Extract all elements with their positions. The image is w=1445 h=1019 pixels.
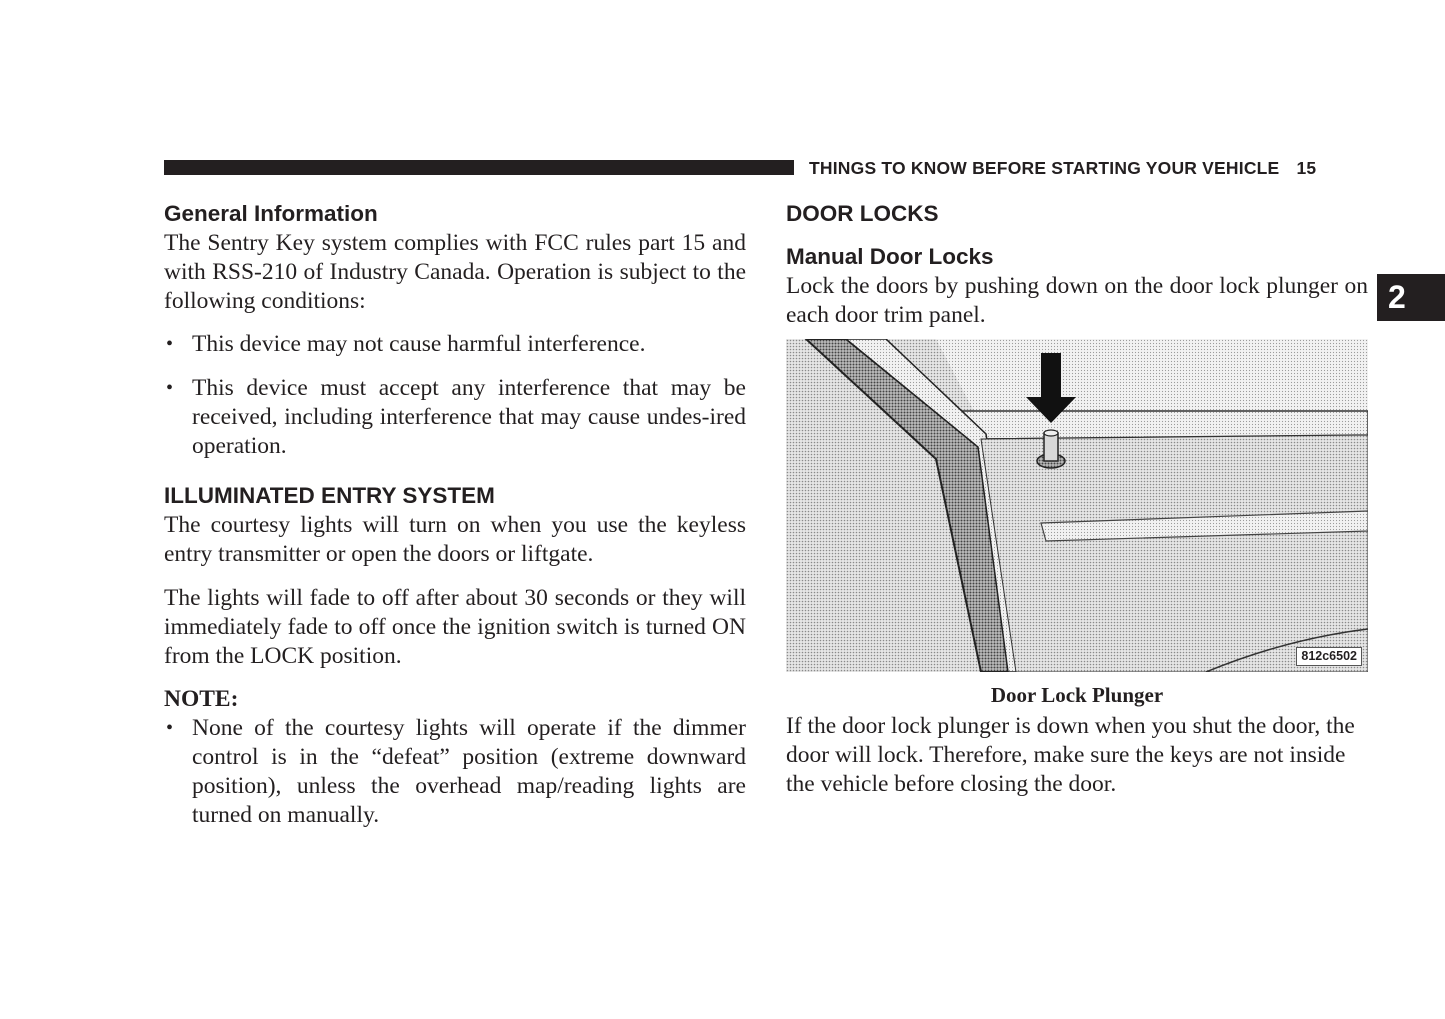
- bullet-icon: •: [166, 717, 174, 739]
- door-interior-illustration: [786, 339, 1368, 672]
- header-rule: [164, 160, 794, 175]
- manual-door-locks-paragraph: Lock the doors by pushing down on the door lock plunger on each door trim panel.: [786, 273, 1368, 328]
- illuminated-entry-paragraph-2: The lights will fade to off after about 30 seconds or they will immediately fade to off once the ignition switch is turned ON from the LOCK position.: [164, 585, 746, 669]
- general-info-heading: General Information: [164, 201, 378, 226]
- chapter-tab: 2: [1377, 274, 1445, 321]
- door-locks-heading: DOOR LOCKS: [786, 201, 939, 226]
- illuminated-entry-paragraph-1: The courtesy lights will turn on when you use the keyless entry transmitter or open the doors or liftgate.: [164, 512, 746, 567]
- page-number: 15: [1296, 158, 1317, 178]
- manual-door-locks-heading: Manual Door Locks: [786, 244, 994, 269]
- note-label: NOTE:: [164, 686, 239, 712]
- door-rail: [956, 411, 1368, 439]
- list-item: • None of the courtesy lights will operate if the dimmer control is in the “defeat” position (extreme downward position), unless the overhead map/reading lights are turned on manually.: [166, 715, 746, 828]
- right-column: [786, 200, 1368, 799]
- running-header: [809, 157, 1369, 179]
- figure-caption: Door Lock Plunger: [990, 683, 1164, 707]
- after-figure-paragraph: If the door lock plunger is down when you shut the door, the door will lock. Therefore, make sure the keys are not inside the vehicle before closing the door.: [786, 713, 1355, 797]
- door-lock-plunger-figure: [786, 339, 1368, 672]
- door-trim-panel: [981, 435, 1368, 672]
- note-list: [164, 714, 746, 830]
- list-item: • This device may not cause harmful interference.: [166, 331, 646, 357]
- bullet-icon: •: [166, 377, 174, 399]
- illuminated-entry-heading: ILLUMINATED ENTRY SYSTEM: [164, 483, 495, 508]
- general-info-paragraph: The Sentry Key system complies with FCC rules part 15 and with RSS-210 of Industry Canada. Operation is subject to the following conditions:: [164, 230, 746, 314]
- door-lock-plunger: [1044, 433, 1058, 461]
- section-title: THINGS TO KNOW BEFORE STARTING YOUR VEHICLE: [809, 158, 1280, 178]
- left-column: [164, 200, 746, 830]
- bullet-icon: •: [166, 333, 174, 355]
- conditions-list: [164, 330, 746, 461]
- figure-id-label: 812c6502: [1296, 647, 1362, 666]
- list-item: • This device must accept any interference that may be received, including interference that may cause undes-ired operation.: [166, 375, 746, 459]
